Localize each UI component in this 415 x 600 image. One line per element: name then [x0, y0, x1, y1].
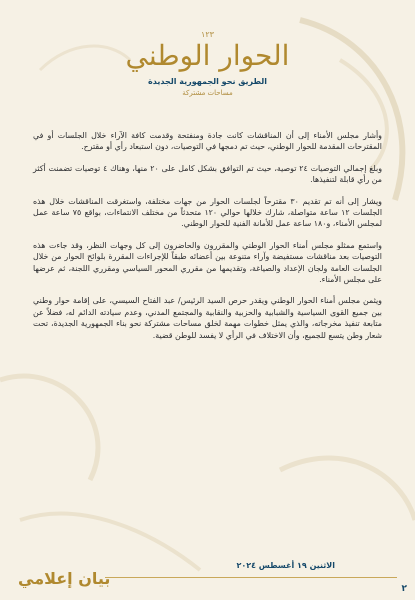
- paragraph: ويثمن مجلس أمناء الحوار الوطني ويقدر حرص السيد الرئيس/ عبد الفتاح السيسي، على إقامة حوار وطني بين جميع القوى السياسية والشبابية والحزبية والنقابية والمجتمع المدني، وعدم سيادته الدائم له، فضلاً عن متابعة تنفيذ مخرجاته، والذي يمثل خطوات مهمة لخلق مساحات مشتركة نحو بناء الجمهورية الجديدة، تحت شعار وطن يتسع للجميع، وأن الاختلاف في الرأي لا يفسد للوطن قضية.: [33, 296, 382, 340]
- footer-title: بيان إعلامي: [18, 569, 111, 588]
- footer-date: الاثنين ١٩ أغسطس ٢٠٢٤: [236, 561, 335, 570]
- body-text: [33, 130, 382, 351]
- paragraph: واستمع ممثلو مجلس أمناء الحوار الوطني والمقررون والحاضرون إلى كل وجهات النظر، وقد جاءت هذه التوصيات بعد مناقشات مستفيضة وآراء متنوعة بين أعضائه طبقاً للإجراءات المقررة بلوائح الحوار من خلال الجلسات العامة ولجان الإعداد والصياغة، وتقديمها من مقرري المحور السياسي ومقرري اللجنة، ثم عرضها على مجلس الأمناء.: [33, 240, 382, 285]
- paragraph: وبلغ إجمالي التوصيات ٢٤ توصية، حيث تم التوافق بشكل كامل على ٢٠ منها، وهناك ٤ توصيات تضمنت أكثر من رأي قابلة لتنفيذها.: [33, 163, 383, 185]
- paragraph: ويشار إلى أنه تم تقديم ٣٠ مقترحاً لجلسات الحوار من جهات مختلفة، واستغرقت المناقشات خلال هذه الجلسات ١٢ ساعة متواصلة، شارك خلالها حوالي ١٢٠ متحدثاً من مختلف الانتماءات، بواقع ٧٥ ساعة عمل لمجلس الأمناء، و١٨٠ ساعة عمل للأمانة الفنية للحوار الوطني.: [33, 196, 383, 229]
- footer-divider: [105, 577, 397, 578]
- logo-title: الحوار الوطني: [125, 39, 290, 72]
- logo-badge: ١٢٣: [201, 30, 214, 39]
- page-number: ٢: [401, 584, 407, 594]
- logo-tagline: مساحات مشتركة: [182, 89, 233, 97]
- paragraph: وأشار مجلس الأمناء إلى أن المناقشات كانت جادة ومنفتحة وقدمت كافة الآراء خلال الجلسات أو في المقترحات المقدمة للحوار الوطني، حيث تم دمجها في التوصيات، دون استبعاد رأي أو مقترح.: [33, 131, 382, 152]
- logo-subtitle: الطريق نحو الجمهورية الجديدة: [148, 77, 267, 86]
- header-logo: [0, 30, 415, 115]
